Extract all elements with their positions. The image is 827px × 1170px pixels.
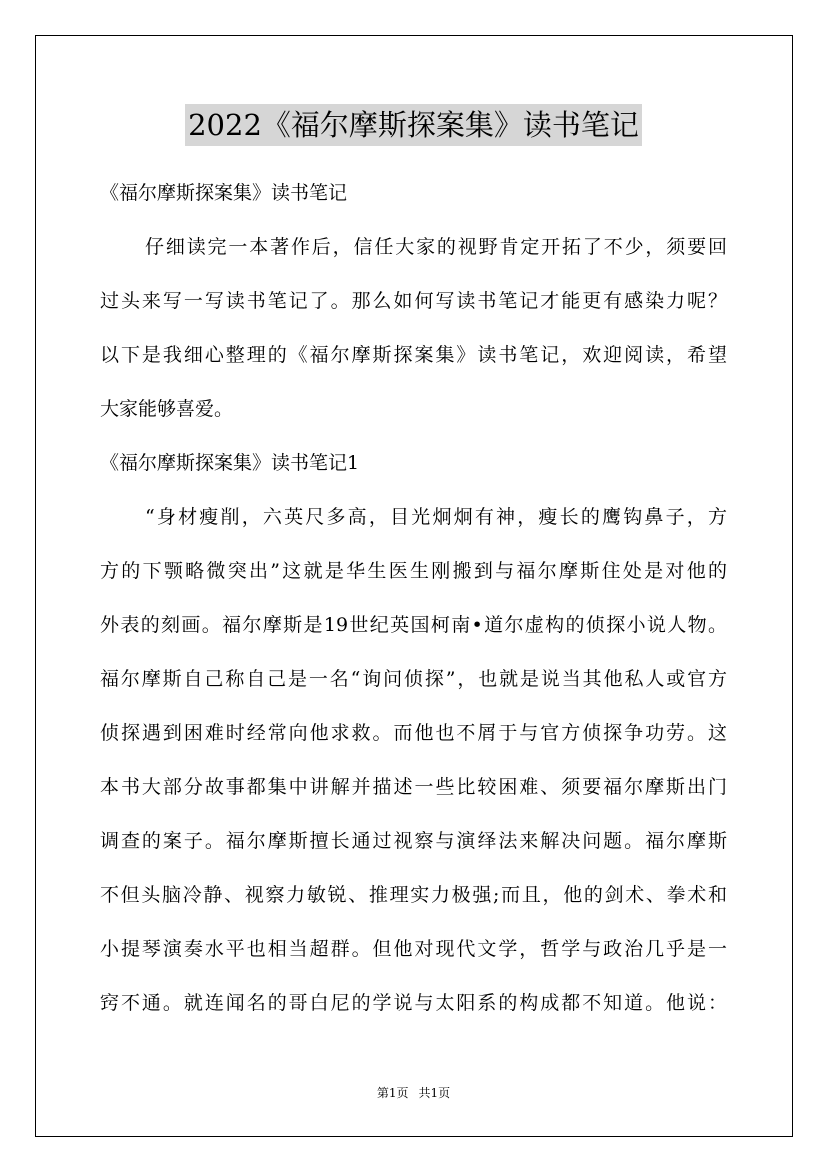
body-line: 福尔摩斯自己称自己是一名“询问侦探”，也就是说当其他私人或官方 bbox=[100, 668, 727, 690]
title-area bbox=[0, 104, 827, 146]
document-title: 2022《福尔摩斯探案集》读书笔记 bbox=[185, 104, 642, 146]
intro-line: 仔细读完一本著作后，信任大家的视野肯定开拓了不少，须要回 bbox=[145, 236, 727, 258]
page-total: 共1页 bbox=[418, 1086, 451, 1100]
body-line: “身材瘦削，六英尺多高，目光炯炯有神，瘦长的鹰钩鼻子，方 bbox=[145, 506, 727, 528]
intro-line: 以下是我细心整理的《福尔摩斯探案集》读书笔记，欢迎阅读，希望 bbox=[100, 344, 727, 366]
body-line: 侦探遇到困难时经常向他求救。而他也不屑于与官方侦探争功劳。这 bbox=[100, 722, 727, 744]
body-line: 方的下颚略微突出”这就是华生医生刚搬到与福尔摩斯住处是对他的 bbox=[100, 560, 727, 582]
body-line: 外表的刻画。福尔摩斯是19世纪英国柯南•道尔虚构的侦探小说人物。 bbox=[100, 614, 727, 636]
body-line: 小提琴演奏水平也相当超群。但他对现代文学，哲学与政治几乎是一 bbox=[100, 938, 727, 960]
body-line: 窍不通。就连闻名的哥白尼的学说与太阳系的构成都不知道。他说： bbox=[100, 992, 727, 1014]
page-number: 第1页 bbox=[376, 1086, 409, 1100]
body-line: 不但头脑冷静、视察力敏锐、推理实力极强;而且，他的剑术、拳术和 bbox=[100, 884, 727, 906]
page-footer bbox=[0, 1084, 827, 1102]
section-heading: 《福尔摩斯探案集》读书笔记1 bbox=[100, 452, 360, 474]
body-line: 本书大部分故事都集中讲解并描述一些比较困难、须要福尔摩斯出门 bbox=[100, 776, 727, 798]
document-body bbox=[100, 166, 727, 1030]
subtitle: 《福尔摩斯探案集》读书笔记 bbox=[100, 182, 348, 204]
body-line: 调查的案子。福尔摩斯擅长通过视察与演绎法来解决问题。福尔摩斯 bbox=[100, 830, 727, 852]
intro-line: 大家能够喜爱。 bbox=[100, 398, 234, 420]
intro-line: 过头来写一写读书笔记了。那么如何写读书笔记才能更有感染力呢？ bbox=[100, 290, 727, 312]
